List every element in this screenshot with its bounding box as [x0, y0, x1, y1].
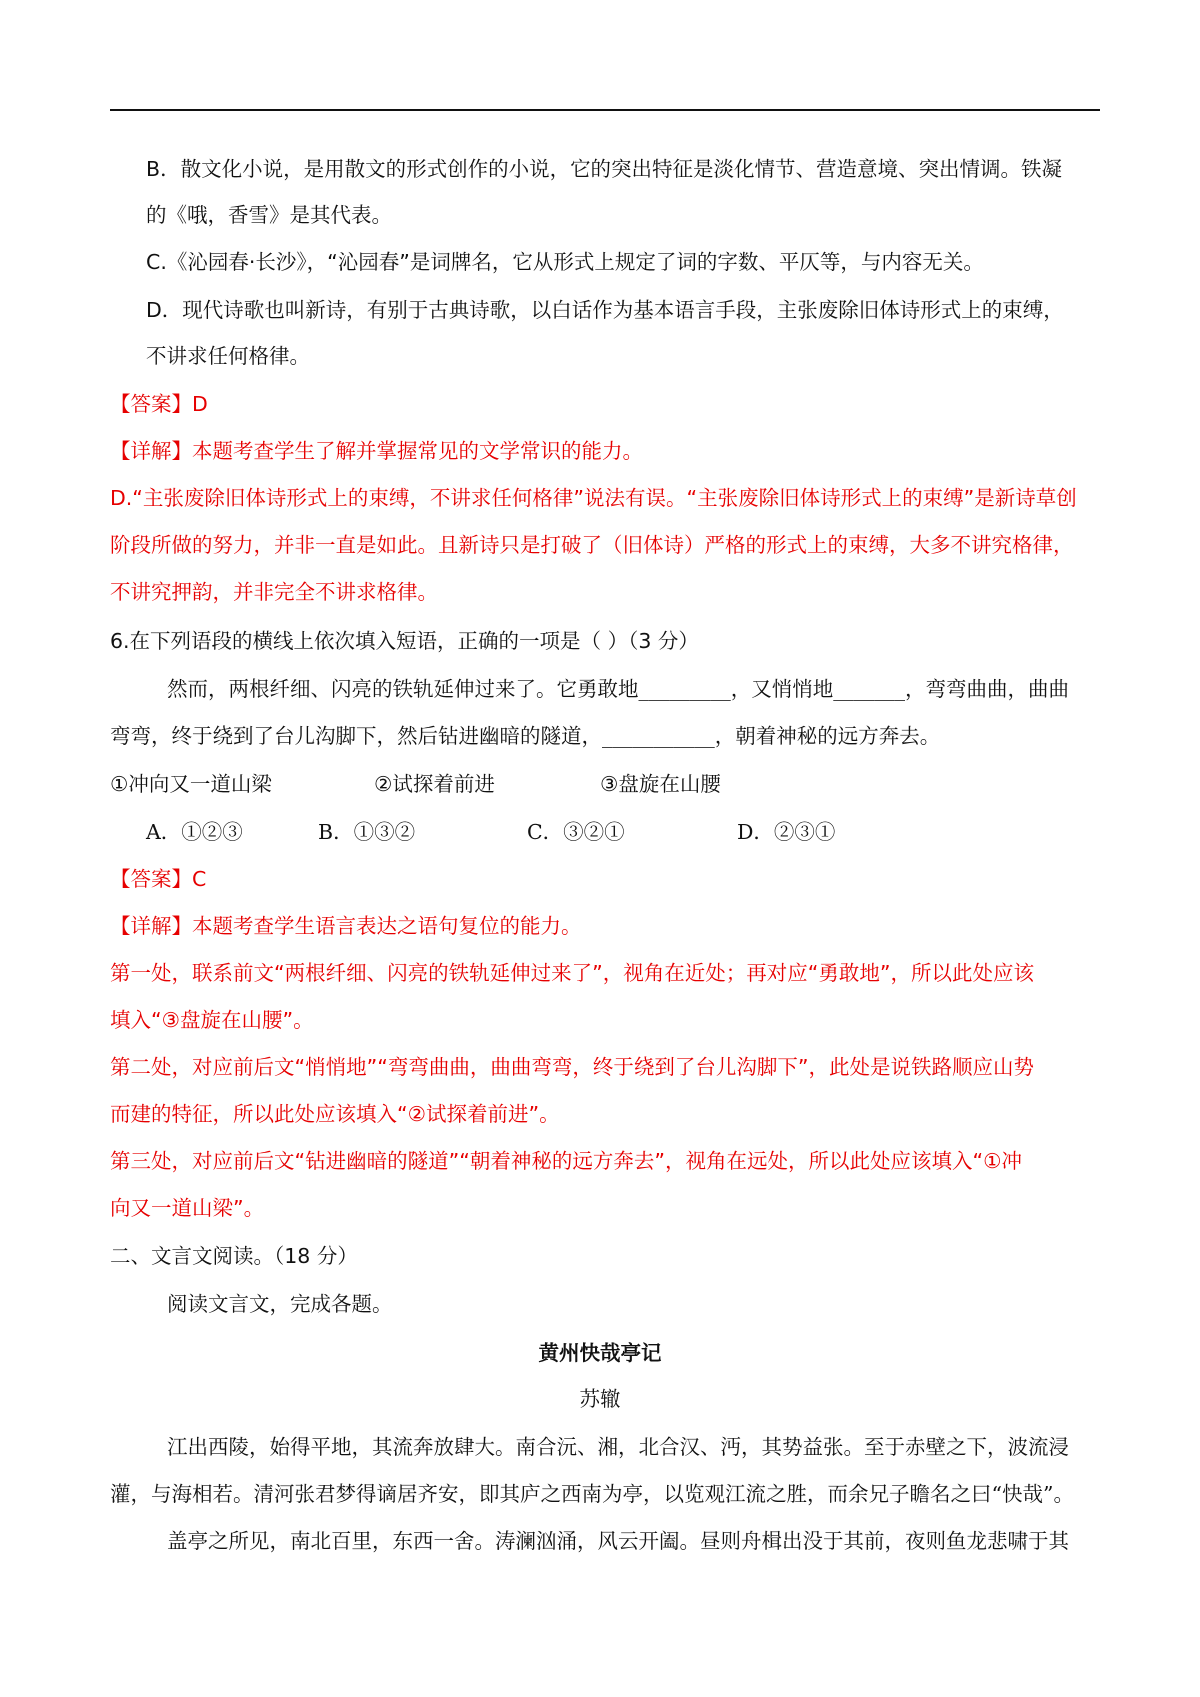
q6-choice-c: C．③②①	[527, 820, 625, 844]
q6-explanation-line1: 第一处，联系前文“两根纤细、闪亮的铁轨延伸过来了”，视角在近处；再对应“勇敢地”，所以此处应该	[110, 961, 1034, 985]
q6-phrase-3: ③盘旋在山腰	[600, 772, 721, 796]
q6-explanation-line4: 而建的特征，所以此处应该填入“②试探着前进”。	[110, 1102, 560, 1126]
passage-title: 黄州快哉亭记	[538, 1341, 662, 1365]
q6-explanation-line6: 向又一道山梁”。	[110, 1196, 265, 1220]
q6-explanation-line2: 填入“③盘旋在山腰”。	[110, 1008, 314, 1032]
option-c-line: C.《沁园春·长沙》，“沁园春”是词牌名，它从形式上规定了词的字数、平仄等，与内容无关。	[146, 250, 984, 274]
passage-paragraph1-line2: 灌，与海相若。清河张君梦得谪居齐安，即其庐之西南为亭，以览观江流之胜，而余兄子瞻名之曰“快哉”。	[110, 1482, 1074, 1506]
option-d-line1: D．现代诗歌也叫新诗，有别于古典诗歌，以白话作为基本语言手段，主张废除旧体诗形式上的束缚，	[146, 298, 1064, 322]
section-heading: 二、文言文阅读。（18 分）	[110, 1244, 358, 1268]
header-rule	[110, 109, 1100, 111]
q6-detail: 【详解】本题考查学生语言表达之语句复位的能力。	[110, 914, 582, 938]
q5-explanation-line3: 不讲究押韵，并非完全不讲求格律。	[110, 580, 438, 604]
q6-explanation-line3: 第二处，对应前后文“悄悄地”“弯弯曲曲，曲曲弯弯，终于绕到了台儿沟脚下”，此处是说铁路顺应山势	[110, 1055, 1034, 1079]
passage-paragraph1-line1: 江出西陵，始得平地，其流奔放肆大。南合沅、湘，北合汉、沔，其势益张。至于赤壁之下，波流浸	[167, 1435, 1069, 1459]
q6-choice-d: D．②③①	[737, 820, 836, 844]
option-d-line2: 不讲求任何格律。	[146, 344, 310, 368]
q6-explanation-line5: 第三处，对应前后文“钻进幽暗的隧道”“朝着神秘的远方奔去”，视角在远处，所以此处应该填入“①冲	[110, 1149, 1022, 1173]
q5-answer: 【答案】D	[110, 392, 208, 416]
q5-explanation-line1: D.“主张废除旧体诗形式上的束缚，不讲求任何格律”说法有误。“主张废除旧体诗形式上的束缚”是新诗草创	[110, 486, 1077, 510]
q5-detail: 【详解】本题考查学生了解并掌握常见的文学常识的能力。	[110, 439, 643, 463]
q6-passage-line1: 然而，两根纤细、闪亮的铁轨延伸过来了。它勇敢地_________，又悄悄地_______，弯弯曲曲，曲曲	[167, 677, 1069, 701]
passage-author: 苏辙	[579, 1387, 621, 1411]
q6-answer: 【答案】C	[110, 867, 207, 891]
q6-phrase-2: ②试探着前进	[374, 772, 495, 796]
q5-explanation-line2: 阶段所做的努力，并非一直是如此。且新诗只是打破了（旧体诗）严格的形式上的束缚，大多不讲究格律，	[110, 533, 1074, 557]
q6-passage-line2: 弯弯，终于绕到了台儿沟脚下，然后钻进幽暗的隧道，___________，朝着神秘的远方奔去。	[110, 724, 941, 748]
section-instruction: 阅读文言文，完成各题。	[167, 1292, 393, 1316]
q6-choice-a: A．①②③	[146, 820, 243, 844]
option-b-line2: 的《哦，香雪》是其代表。	[146, 203, 392, 227]
passage-paragraph2-line1: 盖亭之所见，南北百里，东西一舍。涛澜汹涌，风云开阖。昼则舟楫出没于其前，夜则鱼龙悲啸于其	[167, 1529, 1069, 1553]
q6-choice-b: B．①③②	[318, 820, 416, 844]
option-b-line1: B．散文化小说，是用散文的形式创作的小说，它的突出特征是淡化情节、营造意境、突出情调。铁凝	[146, 157, 1063, 181]
q6-phrase-1: ①冲向又一道山梁	[110, 772, 272, 796]
q6-stem: 6.在下列语段的横线上依次填入短语，正确的一项是（ ）（3 分）	[110, 629, 699, 653]
